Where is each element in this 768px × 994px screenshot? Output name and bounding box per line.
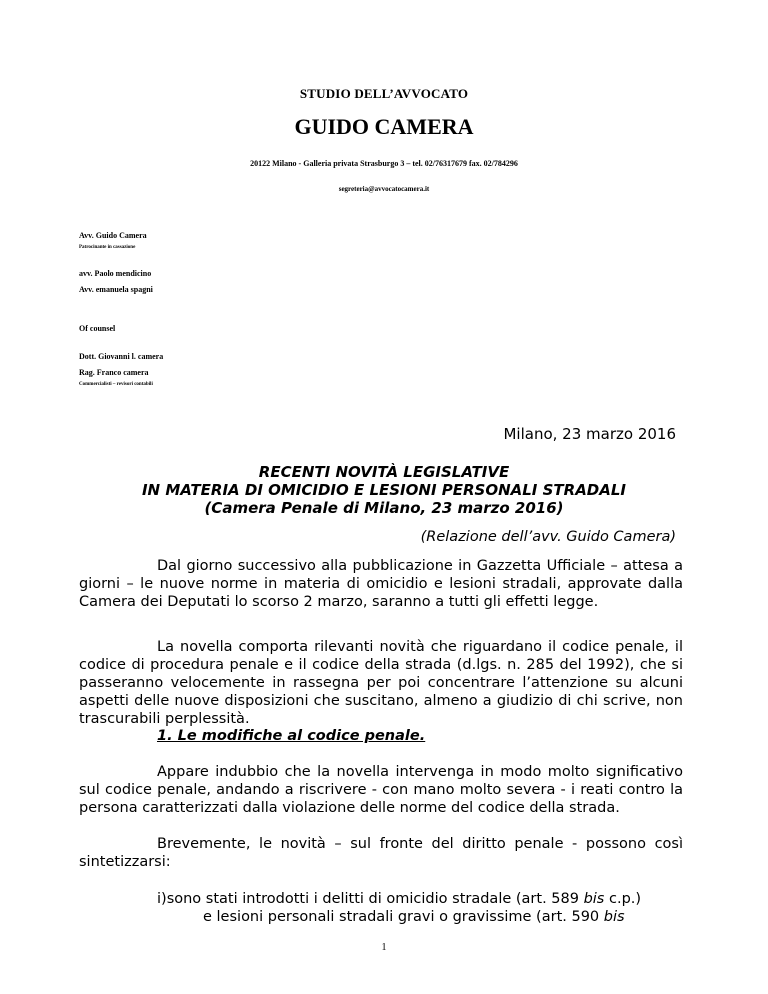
document-title-line-2: IN MATERIA DI OMICIDIO E LESIONI PERSONALI STRADALI <box>141 481 627 499</box>
letterhead-studio: STUDIO DELL’AVVOCATO <box>299 86 469 101</box>
staff-lawyer-3: Avv. emanuela spagni <box>79 285 153 294</box>
paragraph-3: Appare indubbio che la novella intervenga in modo molto significativo sul codice penale, andando a riscrivere - con mano molto severa - i reati contro la persona caratterizzati dalla violazione delle norme del codice della strada. <box>79 764 683 816</box>
section-title: 1. Le modifiche al codice penale. <box>157 728 426 744</box>
staff-counsel-note: Commercialisti – revisori contabili <box>79 382 153 387</box>
list-item-text-2: c.p.) <box>604 891 642 907</box>
list-item-bis-1: bis <box>583 891 605 907</box>
page-number: 1 <box>381 942 387 953</box>
letterhead-address: 20122 Milano - Galleria privata Strasburgo 3 – tel. 02/76317679 fax. 02/784296 <box>250 159 518 168</box>
staff-counsel-2: Rag. Franco camera <box>79 368 149 377</box>
list-item-bis-2: bis <box>603 909 625 925</box>
letterhead-name: GUIDO CAMERA <box>294 114 474 139</box>
list-item <box>157 890 683 926</box>
document-title-line-3: (Camera Penale di Milano, 23 marzo 2016) <box>204 499 564 517</box>
staff-of-counsel: Of counsel <box>79 324 116 333</box>
staff-counsel-1: Dott. Giovanni l. camera <box>79 352 164 361</box>
paragraph-4: Brevemente, le novità – sul fronte del diritto penale - possono così sintetizzarsi: <box>79 836 683 870</box>
staff-lawyer-2: avv. Paolo mendicino <box>79 269 152 278</box>
document-title-line-1: RECENTI NOVITÀ LEGISLATIVE <box>258 463 510 481</box>
letterhead-email: segreteria@avvocatocamera.it <box>338 185 430 193</box>
staff-lawyer-1-note: Patrocinante in cassazione <box>79 245 136 250</box>
list-item-marker: i) <box>157 891 167 907</box>
date-line: Milano, 23 marzo 2016 <box>503 425 676 443</box>
paragraph-1: Dal giorno successivo alla pubblicazione in Gazzetta Ufficiale – attesa a giorni – le nuove norme in materia di omicidio e lesioni stradali, approvate dalla Camera dei Deputati lo scorso 2 marzo, saranno a tutti gli effetti legge. <box>79 558 683 610</box>
list-item-text-3: e lesioni personali stradali gravi o gravissime (art. 590 <box>203 909 604 925</box>
staff-lawyer-1: Avv. Guido Camera <box>79 231 147 240</box>
paragraph-2: La novella comporta rilevanti novità che riguardano il codice penale, il codice di procedura penale e il codice della strada (d.lgs. n. 285 del 1992), che si passeranno velocemente in rassegna per poi concentrare l’attenzione su alcuni aspetti delle nuove disposizioni che suscitano, almeno a giudizio di chi scrive, non trascurabili perplessità. <box>79 639 683 727</box>
list-item-text-1: sono stati introdotti i delitti di omicidio stradale (art. 589 <box>166 891 584 907</box>
relazione-note: (Relazione dell’avv. Guido Camera) <box>420 529 676 545</box>
